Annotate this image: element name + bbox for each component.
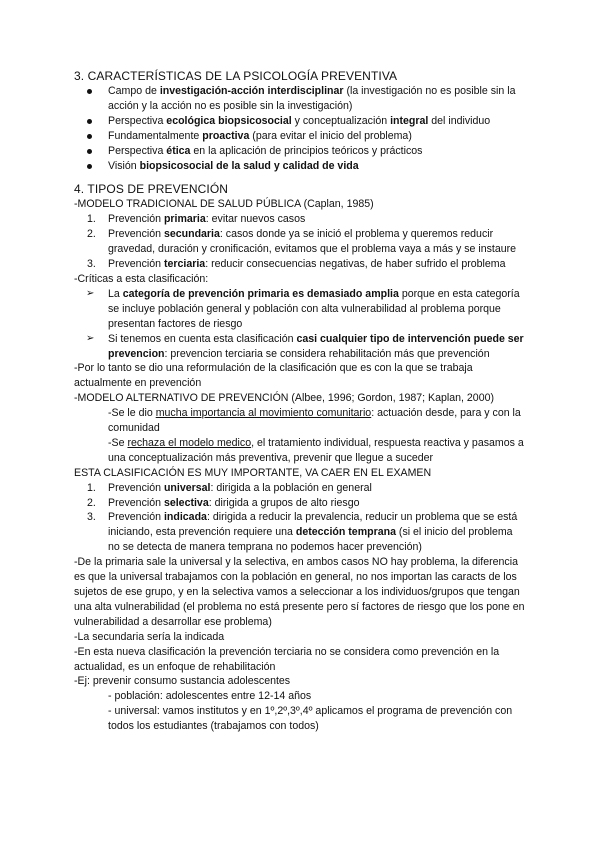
- text: Prevención: [108, 213, 164, 226]
- example-line: - población: adolescentes entre 12-14 años: [108, 690, 312, 703]
- bullet-item: [74, 84, 526, 114]
- arrow-bullet-icon: ➢: [86, 332, 95, 344]
- text: Perspectiva: [108, 144, 167, 157]
- numbered-item: [74, 496, 526, 511]
- paragraph: -Ej: prevenir consumo sustancia adolescentes: [74, 675, 291, 688]
- section-3-heading: 3. CARACTERÍSTICAS DE LA PSICOLOGÍA PREVENTIVA: [74, 69, 398, 83]
- numbered-item: [74, 257, 526, 272]
- text: Prevención: [108, 511, 164, 524]
- item-number: 1.: [87, 213, 96, 226]
- text: Si tenemos en cuenta esta clasificación: [108, 332, 297, 345]
- bold-text: integral: [390, 114, 429, 127]
- text: , el tratamiento individual, respuesta reactiva y pasamos a una conceptualización más preventiva, prevenir que llegue a suceder: [108, 436, 524, 464]
- criticism-heading: -Críticas a esta clasificación:: [74, 272, 209, 285]
- text: Prevención: [108, 258, 164, 271]
- bullet-icon: [87, 149, 92, 154]
- underlined-text: mucha importancia al movimiento comunitario: [155, 407, 372, 420]
- exam-note: ESTA CLASIFICACIÓN ES MUY IMPORTANTE, VA CAER EN EL EXAMEN: [74, 466, 432, 479]
- text: -Se le dio: [108, 407, 156, 420]
- reformulation-paragraph: -Por lo tanto se dio una reformulación de la clasificación que es con la que se trabaja actualmente en prevención: [74, 362, 473, 390]
- text: La: [108, 287, 123, 300]
- bold-text: categoría de prevención primaria es demasiado amplia: [122, 287, 399, 300]
- bold-text: casi cualquier tipo de intervención puede ser prevencion: [108, 332, 524, 360]
- text: : reducir consecuencias negativas, de haber sufrido el problema: [205, 258, 506, 271]
- paragraph: -De la primaria sale la universal y la selectiva, en ambos casos NO hay problema, la diferencia es que la universal trabajamos con la población en general, no nos importan las caracts de los sujetos de ese grupo, y en la selectiva vamos a seleccionar a los individuos/grupos que tengan una alta vulnerabilidad (el problema no está presente pero sí factores de riesgo que los pone en vulnerabilidad a desarrollar ese problema): [74, 556, 525, 628]
- text: : evitar nuevos casos: [205, 213, 306, 226]
- bold-text: ecológica biopsicosocial: [166, 114, 292, 127]
- bullet-icon: [87, 119, 92, 124]
- bold-text: investigación-acción interdisciplinar: [159, 85, 344, 97]
- text: Campo de: [108, 85, 160, 97]
- text: : dirigida a grupos de alto riesgo: [208, 496, 360, 509]
- arrow-item: [74, 332, 526, 362]
- item-number: 3.: [87, 511, 96, 524]
- paragraph: -La secundaria sería la indicada: [74, 630, 225, 643]
- text: : casos donde ya se inició el problema y queremos reducir gravedad, duración y cronificación, evitamos que el problema vaya a más y se instaure: [108, 228, 517, 256]
- text: (para evitar el inicio del problema): [249, 129, 412, 142]
- text: Fundamentalmente: [108, 129, 203, 142]
- example-line: - universal: vamos institutos y en 1º,2º,3º,4º aplicamos el programa de prevención con todos los estudiantes (trabajamos con todos): [108, 705, 513, 733]
- item-number: 2.: [87, 496, 96, 509]
- spacer: [74, 173, 526, 181]
- text: (la investigación no es posible sin la acción y la acción no es posible sin la investigación): [108, 85, 516, 112]
- bold-text: terciaria: [163, 258, 206, 271]
- text: Perspectiva: [108, 114, 167, 127]
- bullet-icon: [87, 134, 92, 139]
- bullet-item: [74, 144, 526, 159]
- text: Prevención: [108, 496, 164, 509]
- text: : prevencion terciaria se considera rehabilitación más que prevención: [164, 347, 490, 360]
- text: del individuo: [428, 114, 491, 127]
- bullet-icon: [87, 89, 92, 94]
- text: Visión: [108, 159, 140, 172]
- bold-text: ética: [166, 144, 191, 157]
- model-alternative-heading: -MODELO ALTERNATIVO DE PREVENCIÓN (Albee, 1996; Gordon, 1987; Kaplan, 2000): [74, 392, 495, 405]
- item-number: 3.: [87, 258, 96, 271]
- bold-text: detección temprana: [295, 526, 396, 539]
- text: Prevención: [108, 228, 164, 241]
- bullet-item: [74, 129, 526, 144]
- numbered-item: [74, 510, 526, 555]
- bullet-item: [74, 114, 526, 129]
- bold-text: secundaria: [163, 228, 220, 241]
- bold-text: primaria: [163, 213, 206, 226]
- text: (si el inicio del problema no se detecta de manera temprana no podemos hacer prevención): [108, 526, 513, 554]
- item-number: 2.: [87, 228, 96, 241]
- text: Prevención: [108, 481, 164, 494]
- indented-note: [74, 406, 526, 436]
- text: porque en esta categoría se incluye población general y población con alta vulnerabilidad al problema porque presentan factores de riesgo: [108, 287, 520, 330]
- bullet-item: [74, 159, 526, 174]
- text: : actuación desde, para y con la comunidad: [108, 407, 521, 435]
- text: : dirigida a la población en general: [210, 481, 372, 494]
- bold-text: universal: [163, 481, 211, 494]
- text: y conceptualización: [291, 114, 391, 127]
- bold-text: selectiva: [163, 496, 209, 509]
- numbered-item: [74, 227, 526, 257]
- numbered-item: [74, 212, 526, 227]
- section-4-heading: 4. TIPOS DE PREVENCIÓN: [74, 182, 229, 197]
- underlined-text: rechaza el modelo medico: [127, 436, 252, 449]
- text: : dirigida a reducir la prevalencia, reducir un problema que se está iniciando, esta prevención requiere una: [108, 511, 518, 539]
- bold-text: proactiva: [202, 129, 250, 142]
- bold-text: indicada: [163, 511, 207, 524]
- bullet-icon: [87, 164, 92, 169]
- numbered-item: [74, 481, 526, 496]
- arrow-bullet-icon: ➢: [86, 287, 95, 299]
- model-traditional-heading: -MODELO TRADICIONAL DE SALUD PÚBLICA (Caplan, 1985): [74, 198, 374, 211]
- item-number: 1.: [87, 481, 96, 494]
- document-page: [74, 68, 526, 734]
- paragraph: -En esta nueva clasificación la prevención terciaria no se considera como prevención en la actualidad, es un enfoque de rehabilitación: [74, 645, 500, 673]
- indented-note: [74, 436, 526, 466]
- arrow-item: [74, 287, 526, 332]
- text: en la aplicación de principios teóricos y prácticos: [190, 144, 423, 157]
- bold-text: biopsicosocial de la salud y calidad de vida: [139, 159, 359, 172]
- text: -Se: [108, 436, 128, 449]
